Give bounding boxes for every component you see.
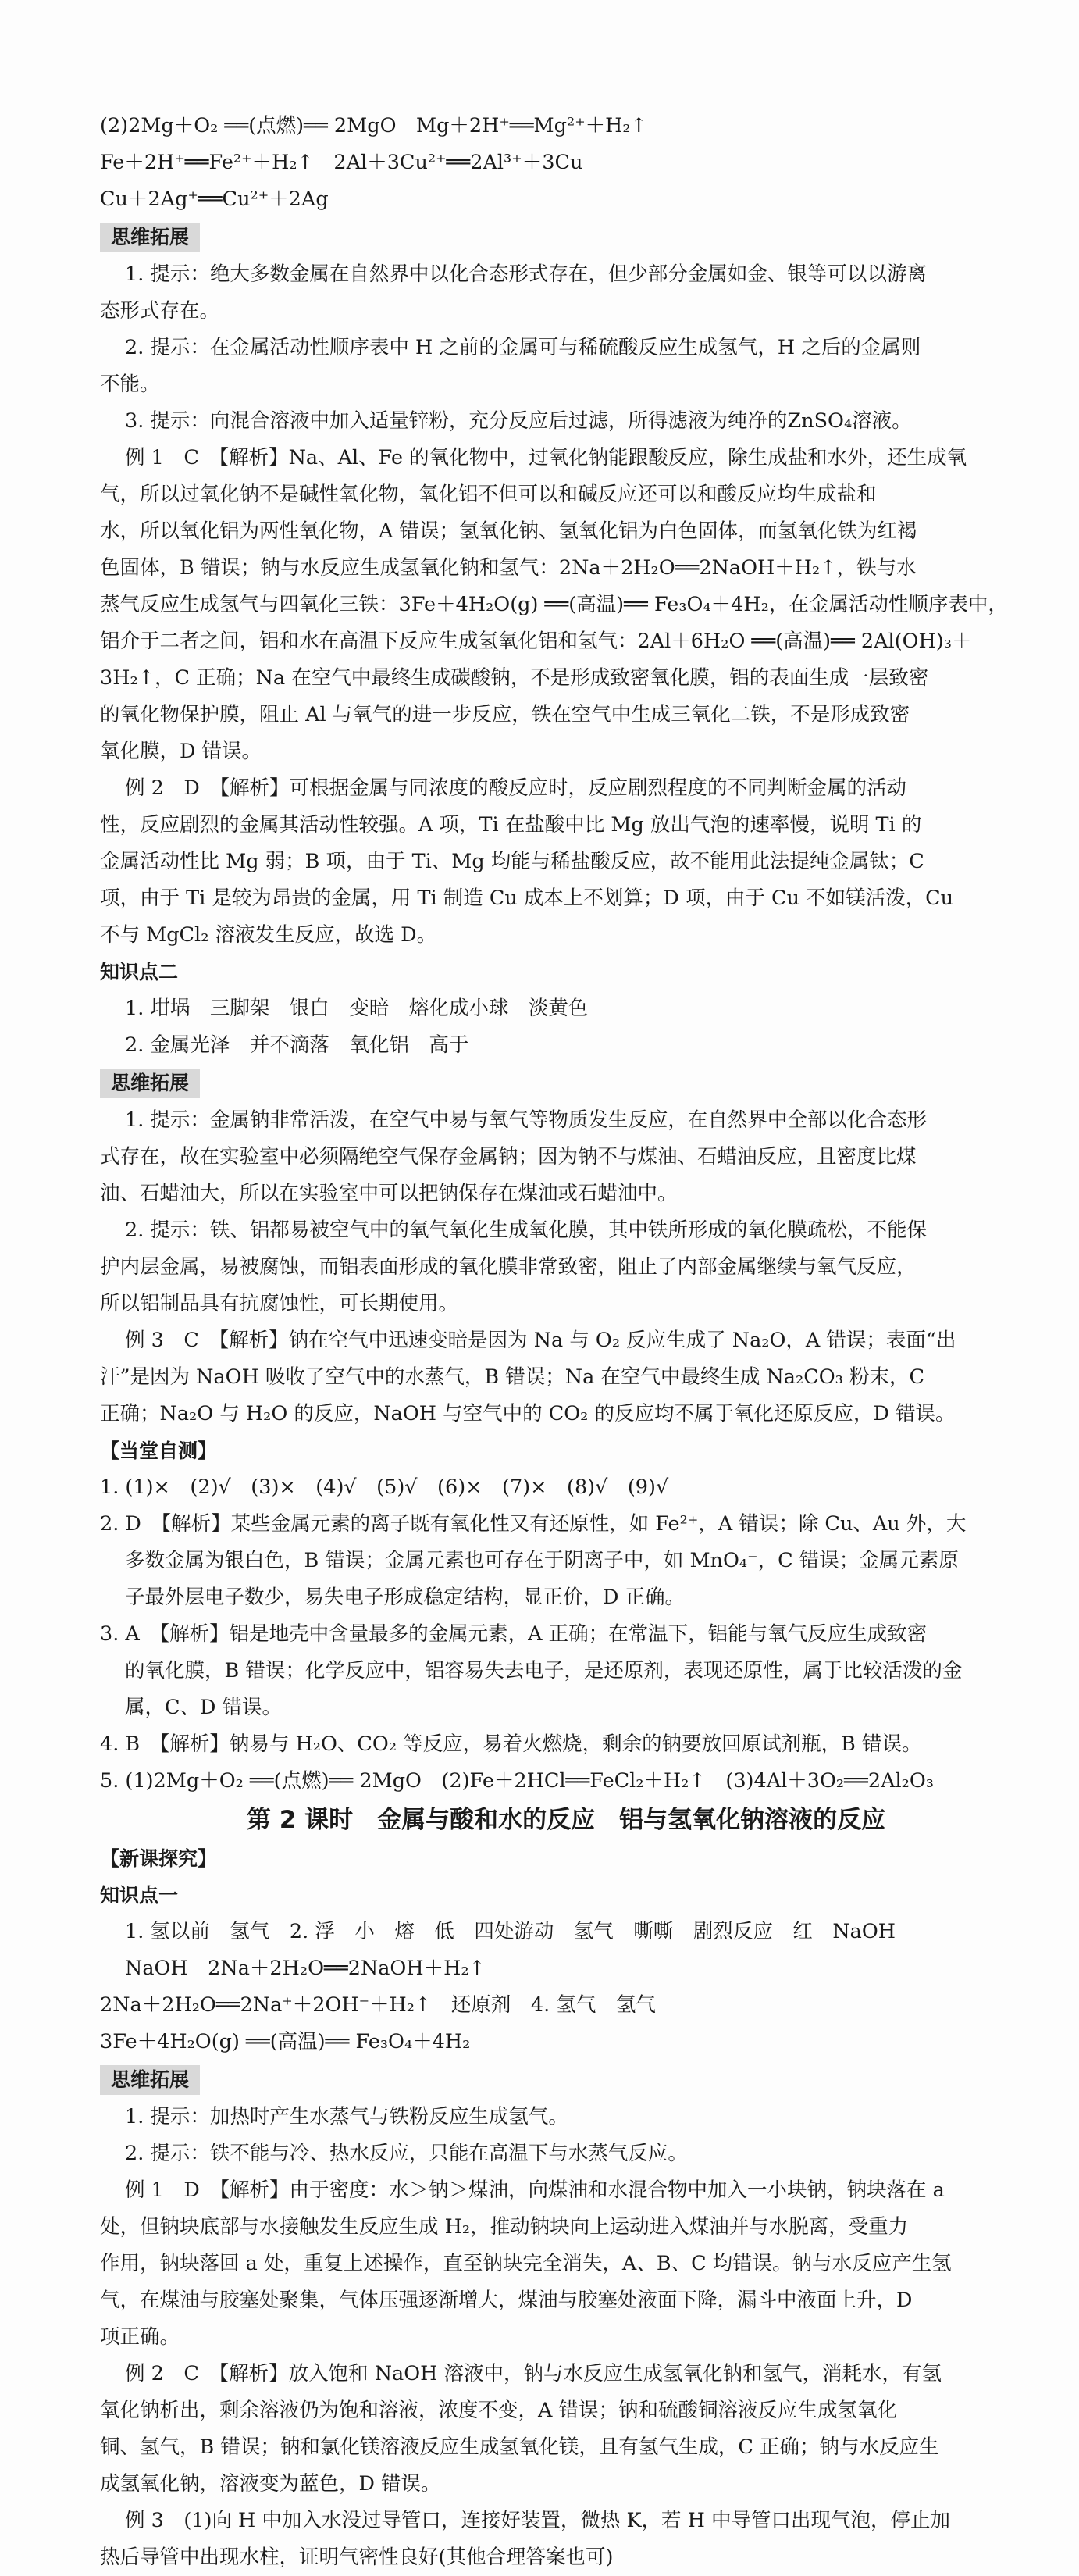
- hint-line: 1. 提示：绝大多数金属在自然界中以化合态形式存在，但少部分金属如金、银等可以以游离: [125, 262, 927, 286]
- hint-line: 不能。: [100, 373, 160, 396]
- example-line: 水，所以氧化铝为两性氧化物，A 错误；氢氧化钠、氢氧化铝为白色固体，而氢氧化铁为红褐: [100, 519, 917, 543]
- example-line: 氧化钠析出，剩余溶液仍为饱和溶液，浓度不变，A 错误；钠和硫酸铜溶液反应生成氢氧化: [100, 2399, 898, 2422]
- example-line: 汗”是因为 NaOH 吸收了空气中的水蒸气，B 错误；Na 在空气中最终生成 Na₂CO₃ 粉末，C: [100, 1365, 924, 1389]
- test-answer-line: 的氧化膜，B 错误；化学反应中，铝容易失去电子，是还原剂，表现还原性，属于比较活泼的金: [125, 1659, 963, 1682]
- example-line: 蒸气反应生成氢气与四氧化三铁：3Fe＋4H₂O(g) ══(高温)══ Fe₃O₄＋4H₂，在金属活动性顺序表中，: [100, 593, 1008, 616]
- test-answer-line: 1. (1)× (2)√ (3)× (4)√ (5)√ (6)× (7)× (8)√ (9)√: [100, 1475, 669, 1499]
- example-line: 的氧化物保护膜，阻止 Al 与氧气的进一步反应，铁在空气中生成三氧化二铁，不是形成致密: [100, 703, 910, 726]
- hint-line: 油、石蜡油大，所以在实验室中可以把钠保存在煤油或石蜡油中。: [100, 1182, 678, 1205]
- example-line: 铜、氢气，B 错误；钠和氯化镁溶液反应生成氢氧化镁，且有氢气生成，C 正确；钠与水反应生: [100, 2435, 939, 2459]
- test-answer-line: 2. D 【解析】某些金属元素的离子既有氧化性又有还原性，如 Fe²⁺，A 错误；除 Cu、Au 外，大: [100, 1512, 967, 1536]
- example-line: 例 3 C 【解析】钠在空气中迅速变暗是因为 Na 与 O₂ 反应生成了 Na₂O，A 错误；表面“出: [125, 1329, 956, 1352]
- example-line: 例 3 (1)向 H 中加入水没过导管口，连接好装置，微热 K，若 H 中导管口出现气泡，停止加: [125, 2509, 951, 2532]
- example-line: 氧化膜，D 错误。: [100, 740, 262, 763]
- example-line: 例 2 C 【解析】放入饱和 NaOH 溶液中，钠与水反应生成氢氧化钠和氢气，消耗水，有氢: [125, 2362, 942, 2385]
- test-answer-line: 子最外层电子数少，易失电子形成稳定结构，显正价，D 正确。: [125, 1586, 686, 1609]
- example-line: 气，在煤油与胶塞处聚集，气体压强逐渐增大，煤油与胶塞处液面下降，漏斗中液面上升，D: [100, 2289, 913, 2312]
- hint-line: 1. 提示：加热时产生水蒸气与铁粉反应生成氢气。: [125, 2105, 568, 2128]
- example-line: 金属活动性比 Mg 弱；B 项，由于 Ti、Mg 均能与稀盐酸反应，故不能用此法提纯金属钛；C: [100, 850, 924, 873]
- hint-line: 2. 提示：铁不能与冷、热水反应，只能在高温下与水蒸气反应。: [125, 2142, 688, 2165]
- answer-line: 2. 金属光泽 并不滴落 氧化铝 高于: [125, 1033, 469, 1057]
- equation-line: Fe＋2H⁺══Fe²⁺＋H₂↑ 2Al＋3Cu²⁺══2Al³⁺＋3Cu: [100, 151, 583, 174]
- hint-line: 2. 提示：铁、铝都易被空气中的氧气氧化生成氧化膜，其中铁所形成的氧化膜疏松，不能保: [125, 1218, 927, 1242]
- example-line: 气，所以过氧化钠不是碱性氧化物，氧化铝不但可以和碱反应还可以和酸反应均生成盐和: [100, 483, 877, 506]
- example-line: 例 1 D 【解析】由于密度：水＞钠＞煤油，向煤油和水混合物中加入一小块钠，钠块落在 a: [125, 2178, 945, 2202]
- test-answer-line: 5. (1)2Mg＋O₂ ══(点燃)══ 2MgO (2)Fe＋2HCl══FeCl₂＋H₂↑ (3)4Al＋3O₂══2Al₂O₃: [100, 1769, 934, 1793]
- self-test-heading: 【当堂自测】: [100, 1440, 218, 1462]
- example-line: 例 1 C 【解析】Na、Al、Fe 的氧化物中，过氧化钠能跟酸反应，除生成盐和水外，还生成氧: [125, 446, 967, 469]
- equation-line: Cu＋2Ag⁺══Cu²⁺＋2Ag: [100, 187, 329, 211]
- example-line: 铝介于二者之间，铝和水在高温下反应生成氢氧化铝和氢气：2Al＋6H₂O ══(高温)══ 2Al(OH)₃＋: [100, 630, 972, 653]
- example-line: 项，由于 Ti 是较为昂贵的金属，用 Ti 制造 Cu 成本上不划算；D 项，由于 Cu 不如镁活泼，Cu: [100, 887, 954, 910]
- thinking-extension-badge: 思维拓展: [100, 223, 200, 252]
- example-line: 成氢氧化钠，溶液变为蓝色，D 错误。: [100, 2472, 441, 2496]
- hint-line: 护内层金属，易被腐蚀，而铝表面形成的氧化膜非常致密，阻止了内部金属继续与氧气反应，: [100, 1255, 917, 1279]
- example-line: 项正确。: [100, 2325, 180, 2349]
- equation-line: (2)2Mg＋O₂ ══(点燃)══ 2MgO Mg＋2H⁺══Mg²⁺＋H₂↑: [100, 114, 647, 137]
- hint-line: 1. 提示：金属钠非常活泼，在空气中易与氧气等物质发生反应，在自然界中全部以化合态形: [125, 1108, 927, 1132]
- answer-line: 2Na＋2H₂O══2Na⁺＋2OH⁻＋H₂↑ 还原剂 4. 氢气 氢气: [100, 1993, 656, 2017]
- new-lesson-heading: 【新课探究】: [100, 1847, 218, 1870]
- thinking-extension-badge: 思维拓展: [100, 2065, 200, 2095]
- example-line: 作用，钠块落回 a 处，重复上述操作，直至钠块完全消失，A、B、C 均错误。钠与水反应产生氢: [100, 2252, 952, 2275]
- lesson-title: 第 2 课时 金属与酸和水的反应 铝与氢氧化钠溶液的反应: [246, 1806, 886, 1834]
- hint-line: 所以铝制品具有抗腐蚀性，可长期使用。: [100, 1292, 459, 1315]
- thinking-extension-badge: 思维拓展: [100, 1069, 200, 1098]
- hint-line: 3. 提示：向混合溶液中加入适量锌粉，充分反应后过滤，所得滤液为纯净的ZnSO₄溶液。: [125, 409, 912, 433]
- test-answer-line: 多数金属为银白色，B 错误；金属元素也可存在于阴离子中，如 MnO₄⁻，C 错误；金属元素原: [125, 1549, 959, 1572]
- test-answer-line: 3. A 【解析】铝是地壳中含量最多的金属元素，A 正确；在常温下，铝能与氧气反应生成致密: [100, 1622, 928, 1646]
- answer-line: 1. 坩埚 三脚架 银白 变暗 熔化成小球 淡黄色: [125, 997, 589, 1020]
- hint-line: 式存在，故在实验室中必须隔绝空气保存金属钠；因为钠不与煤油、石蜡油反应，且密度比煤: [100, 1145, 917, 1168]
- example-line: 热后导管中出现水柱，证明气密性良好(其他合理答案也可): [100, 2546, 614, 2569]
- answer-line: 1. 氢以前 氢气 2. 浮 小 熔 低 四处游动 氢气 嘶嘶 剧烈反应 红 NaOH: [125, 1920, 896, 1943]
- test-answer-line: 属，C、D 错误。: [125, 1696, 283, 1719]
- answer-line: NaOH 2Na＋2H₂O══2NaOH＋H₂↑: [125, 1957, 486, 1980]
- example-line: 例 2 D 【解析】可根据金属与同浓度的酸反应时，反应剧烈程度的不同判断金属的活动: [125, 776, 907, 800]
- knowledge-point-heading: 知识点一: [100, 1884, 179, 1907]
- hint-line: 2. 提示：在金属活动性顺序表中 H 之前的金属可与稀硫酸反应生成氢气，H 之后的金属则: [125, 336, 921, 359]
- hint-line: 态形式存在。: [100, 299, 220, 323]
- test-answer-line: 4. B 【解析】钠易与 H₂O、CO₂ 等反应，易着火燃烧，剩余的钠要放回原试剂瓶，B 错误。: [100, 1732, 922, 1756]
- knowledge-point-heading: 知识点二: [100, 961, 179, 983]
- example-line: 处，但钠块底部与水接触发生反应生成 H₂，推动钠块向上运动进入煤油并与水脱离，受重力: [100, 2215, 909, 2239]
- example-line: 色固体，B 错误；钠与水反应生成氢氧化钠和氢气：2Na＋2H₂O══2NaOH＋H₂↑，铁与水: [100, 556, 917, 580]
- example-line: 不与 MgCl₂ 溶液发生反应，故选 D。: [100, 923, 437, 947]
- example-line: 3H₂↑，C 正确；Na 在空气中最终生成碳酸钠，不是形成致密氧化膜，铝的表面生成一层致密: [100, 666, 929, 690]
- example-line: 正确；Na₂O 与 H₂O 的反应，NaOH 与空气中的 CO₂ 的反应均不属于氧化还原反应，D 错误。: [100, 1402, 956, 1425]
- answer-line: 3Fe＋4H₂O(g) ══(高温)══ Fe₃O₄＋4H₂: [100, 2030, 471, 2053]
- example-line: 性，反应剧烈的金属其活动性较强。A 项，Ti 在盐酸中比 Mg 放出气泡的速率慢，说明 Ti 的: [100, 813, 922, 837]
